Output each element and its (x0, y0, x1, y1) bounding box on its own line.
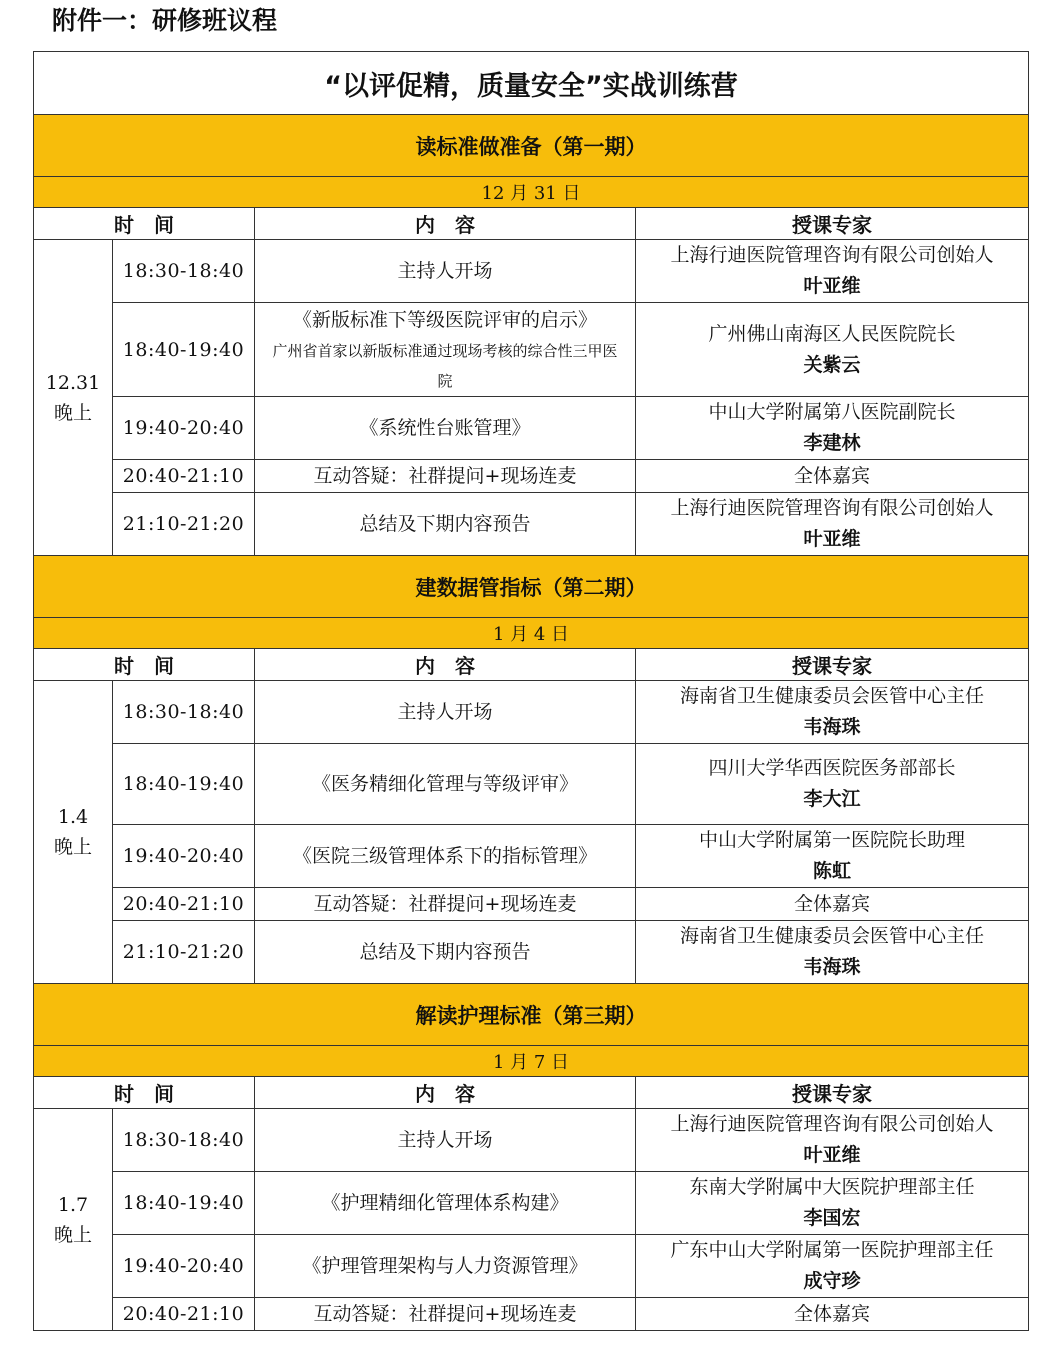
content-cell (255, 1298, 636, 1331)
column-header-row (34, 1077, 1029, 1109)
content-title: 互动答疑：社群提问+现场连麦 (313, 1303, 577, 1325)
session-date: 12.31 (45, 371, 101, 394)
agenda-row (34, 460, 1029, 493)
speaker-name: 叶亚维 (803, 528, 861, 550)
column-header-row (34, 649, 1029, 681)
speaker-cell (636, 397, 1029, 460)
speaker-title: 上海行迪医院管理咨询有限公司创始人 (670, 244, 994, 266)
agenda-row (34, 744, 1029, 825)
speaker-title: 四川大学华西医院医务部部长 (708, 757, 956, 779)
section-title: 读标准做准备（第一期） (34, 115, 1029, 177)
session-period: 晚上 (53, 1223, 92, 1246)
content-title: 《新版标准下等级医院评审的启示》 (292, 308, 597, 331)
time-cell: 21:10-21:20 (113, 921, 255, 984)
speaker-title: 广东中山大学附属第一医院护理部主任 (670, 1239, 994, 1261)
attachment-heading: 附件一：研修班议程 (52, 6, 278, 35)
content-subtitle: 广州省首家以新版标准通过现场考核的综合性三甲医院 (272, 341, 618, 390)
section-date: 1 月 4 日 (34, 618, 1029, 649)
content-title: 互动答疑：社群提问+现场连麦 (313, 893, 577, 915)
content-cell (255, 825, 636, 888)
speaker-name: 叶亚维 (803, 1144, 861, 1166)
content-title: 互动答疑：社群提问+现场连麦 (313, 465, 577, 487)
time-cell: 20:40-21:10 (113, 888, 255, 921)
speaker-cell (636, 460, 1029, 493)
speaker-title: 中山大学附属第一医院院长助理 (698, 829, 965, 851)
content-cell (255, 888, 636, 921)
speaker-title: 全体嘉宾 (793, 892, 870, 915)
agenda-row (34, 397, 1029, 460)
header-content: 内 容 (255, 649, 636, 681)
content-cell (255, 1109, 636, 1172)
content-cell (255, 303, 636, 397)
section-date-row (34, 618, 1029, 649)
agenda-row (34, 1298, 1029, 1331)
time-cell: 18:40-19:40 (113, 744, 255, 825)
speaker-title: 广州佛山南海区人民医院院长 (708, 322, 956, 345)
speaker-name: 李国宏 (803, 1207, 861, 1229)
agenda-row (34, 825, 1029, 888)
speaker-name: 关紫云 (803, 353, 861, 376)
section-title: 解读护理标准（第三期） (34, 984, 1029, 1046)
content-title: 《系统性台账管理》 (359, 417, 531, 439)
content-cell (255, 744, 636, 825)
speaker-cell (636, 303, 1029, 397)
section-title-row (34, 984, 1029, 1046)
speaker-cell (636, 240, 1029, 303)
time-cell: 18:30-18:40 (113, 681, 255, 744)
time-cell: 18:40-19:40 (113, 1172, 255, 1235)
content-cell (255, 460, 636, 493)
header-speaker: 授课专家 (636, 208, 1029, 240)
content-title: 《护理精细化管理体系构建》 (321, 1192, 569, 1214)
time-cell: 19:40-20:40 (113, 397, 255, 460)
speaker-cell (636, 921, 1029, 984)
agenda-row (34, 681, 1029, 744)
speaker-title: 中山大学附属第八医院副院长 (708, 401, 956, 423)
header-speaker: 授课专家 (636, 1077, 1029, 1109)
header-content: 内 容 (255, 1077, 636, 1109)
time-cell: 20:40-21:10 (113, 460, 255, 493)
content-title: 主持人开场 (397, 701, 493, 723)
time-cell: 19:40-20:40 (113, 825, 255, 888)
session-cell (34, 240, 113, 556)
header-time: 时 间 (34, 208, 255, 240)
session-date: 1.7 (57, 1193, 89, 1216)
time-cell: 19:40-20:40 (113, 1235, 255, 1298)
speaker-name: 李大江 (803, 788, 861, 810)
content-title: 《护理管理架构与人力资源管理》 (302, 1255, 588, 1277)
agenda-row (34, 240, 1029, 303)
session-cell (34, 681, 113, 984)
content-cell (255, 397, 636, 460)
speaker-cell (636, 1298, 1029, 1331)
speaker-cell (636, 1109, 1029, 1172)
content-title: 《医务精细化管理与等级评审》 (311, 773, 578, 795)
session-date: 1.4 (57, 806, 89, 828)
speaker-title: 上海行迪医院管理咨询有限公司创始人 (670, 497, 994, 519)
time-cell: 18:40-19:40 (113, 303, 255, 397)
section-date: 12 月 31 日 (34, 177, 1029, 208)
header-time: 时 间 (34, 1077, 255, 1109)
speaker-title: 海南省卫生健康委员会医管中心主任 (679, 925, 984, 947)
time-cell: 20:40-21:10 (113, 1298, 255, 1331)
speaker-name: 李建林 (803, 432, 861, 454)
content-title: 《医院三级管理体系下的指标管理》 (292, 845, 597, 867)
speaker-cell (636, 888, 1029, 921)
speaker-title: 东南大学附属中大医院护理部主任 (689, 1176, 975, 1198)
agenda-table (33, 51, 1029, 1331)
content-title: 总结及下期内容预告 (359, 513, 531, 535)
speaker-cell (636, 825, 1029, 888)
content-cell (255, 681, 636, 744)
speaker-name: 成守珍 (803, 1270, 861, 1292)
speaker-name: 韦海珠 (803, 716, 861, 738)
session-cell (34, 1109, 113, 1331)
time-cell: 21:10-21:20 (113, 493, 255, 556)
session-period: 晚上 (53, 836, 92, 858)
camp-title-row (34, 52, 1029, 115)
content-title: 主持人开场 (397, 260, 493, 282)
content-cell (255, 1235, 636, 1298)
agenda-row (34, 1172, 1029, 1235)
section-title: 建数据管指标（第二期） (34, 556, 1029, 618)
content-title: 总结及下期内容预告 (359, 941, 531, 963)
speaker-cell (636, 681, 1029, 744)
speaker-cell (636, 493, 1029, 556)
session-period: 晚上 (53, 401, 92, 424)
header-speaker: 授课专家 (636, 649, 1029, 681)
content-title: 主持人开场 (397, 1129, 493, 1151)
speaker-title: 上海行迪医院管理咨询有限公司创始人 (670, 1113, 994, 1135)
speaker-name: 陈虹 (812, 860, 851, 882)
content-cell (255, 493, 636, 556)
section-date-row (34, 1046, 1029, 1077)
section-title-row (34, 115, 1029, 177)
agenda-row (34, 921, 1029, 984)
agenda-row (34, 1109, 1029, 1172)
column-header-row (34, 208, 1029, 240)
speaker-title: 全体嘉宾 (793, 1302, 870, 1325)
header-time: 时 间 (34, 649, 255, 681)
time-cell: 18:30-18:40 (113, 240, 255, 303)
speaker-name: 叶亚维 (803, 275, 861, 297)
content-cell (255, 1172, 636, 1235)
agenda-row (34, 303, 1029, 397)
section-date: 1 月 7 日 (34, 1046, 1029, 1077)
agenda-row (34, 888, 1029, 921)
agenda-row (34, 1235, 1029, 1298)
speaker-name: 韦海珠 (803, 956, 861, 978)
time-cell: 18:30-18:40 (113, 1109, 255, 1172)
content-cell (255, 921, 636, 984)
section-date-row (34, 177, 1029, 208)
speaker-title: 全体嘉宾 (793, 464, 870, 487)
section-title-row (34, 556, 1029, 618)
camp-title: “以评促精，质量安全”实战训练营 (34, 52, 1029, 115)
content-cell (255, 240, 636, 303)
speaker-cell (636, 744, 1029, 825)
agenda-row (34, 493, 1029, 556)
speaker-cell (636, 1235, 1029, 1298)
header-content: 内 容 (255, 208, 636, 240)
speaker-title: 海南省卫生健康委员会医管中心主任 (679, 685, 984, 707)
speaker-cell (636, 1172, 1029, 1235)
